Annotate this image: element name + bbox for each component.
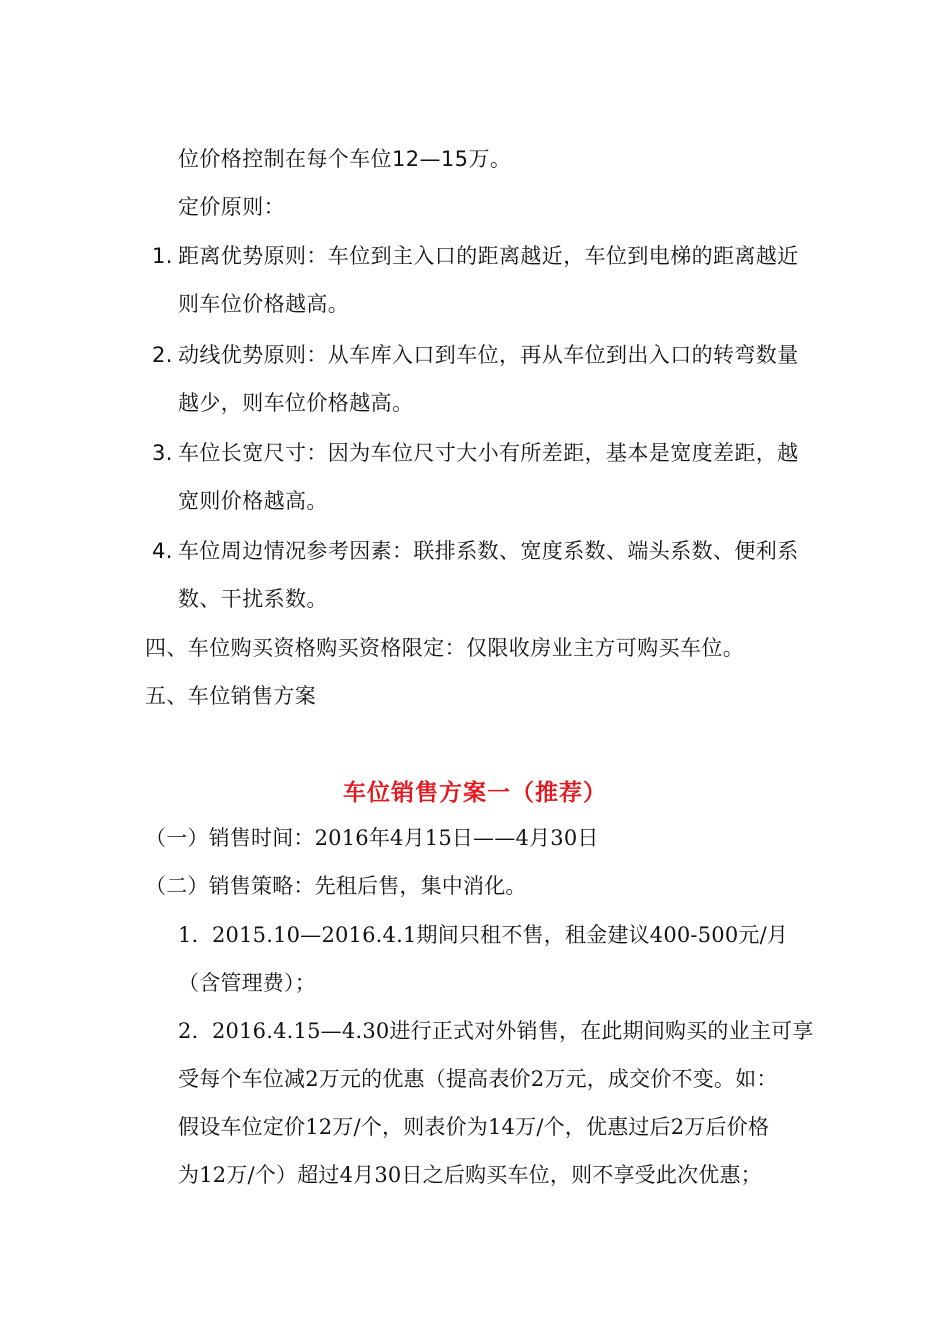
principle-2-line2: 越少，则车位价格越高。 [178, 391, 414, 415]
strategy-2-line3: 假设车位定价12万/个，则表价为14万/个，优惠过后2万后价格 [178, 1115, 770, 1139]
section-5-heading: 五、车位销售方案 [145, 684, 317, 708]
section-4-qualification: 四、车位购买资格购买资格限定：仅限收房业主方可购买车位。 [145, 636, 745, 660]
principle-4-number: 4. [152, 539, 173, 563]
strategy-1-line2: （含管理费）； [178, 971, 316, 995]
principle-1-number: 1. [152, 244, 173, 268]
principle-3-line1: 车位长宽尺寸：因为车位尺寸大小有所差距，基本是宽度差距，越 [178, 441, 799, 465]
sales-time: （一）销售时间：2016年4月15日——4月30日 [145, 826, 599, 850]
principle-2-number: 2. [152, 343, 173, 367]
pricing-heading: 定价原则： [178, 195, 285, 219]
intro-line: 位价格控制在每个车位12—15万。 [178, 147, 512, 171]
strategy-1-line1: 2015.10—2016.4.1期间只租不售，租金建议400-500元/月 [212, 923, 789, 947]
strategy-2-line1: 2016.4.15—4.30进行正式对外销售，在此期间购买的业主可享 [212, 1019, 814, 1043]
strategy-2-number: 2. [178, 1019, 199, 1043]
strategy-1-number: 1. [178, 923, 199, 947]
sales-strategy: （二）销售策略：先租后售，集中消化。 [145, 874, 527, 898]
principle-3-line2: 宽则价格越高。 [178, 489, 328, 513]
principle-4-line1: 车位周边情况参考因素：联排系数、宽度系数、端头系数、便利系 [178, 539, 799, 563]
principle-2-line1: 动线优势原则：从车库入口到车位，再从车位到出入口的转弯数量 [178, 343, 799, 367]
principle-1-line2: 则车位价格越高。 [178, 292, 350, 316]
principle-1-line1: 距离优势原则：车位到主入口的距离越近，车位到电梯的距离越近 [178, 244, 799, 268]
plan-title: 车位销售方案一（推荐） [343, 780, 607, 806]
strategy-2-line4: 为12万/个）超过4月30日之后购买车位，则不享受此次优惠； [178, 1163, 762, 1187]
strategy-2-line2: 受每个车位减2万元的优惠（提高表价2万元，成交价不变。如： [178, 1067, 778, 1091]
principle-3-number: 3. [152, 441, 173, 465]
principle-4-line2: 数、干扰系数。 [178, 587, 328, 611]
